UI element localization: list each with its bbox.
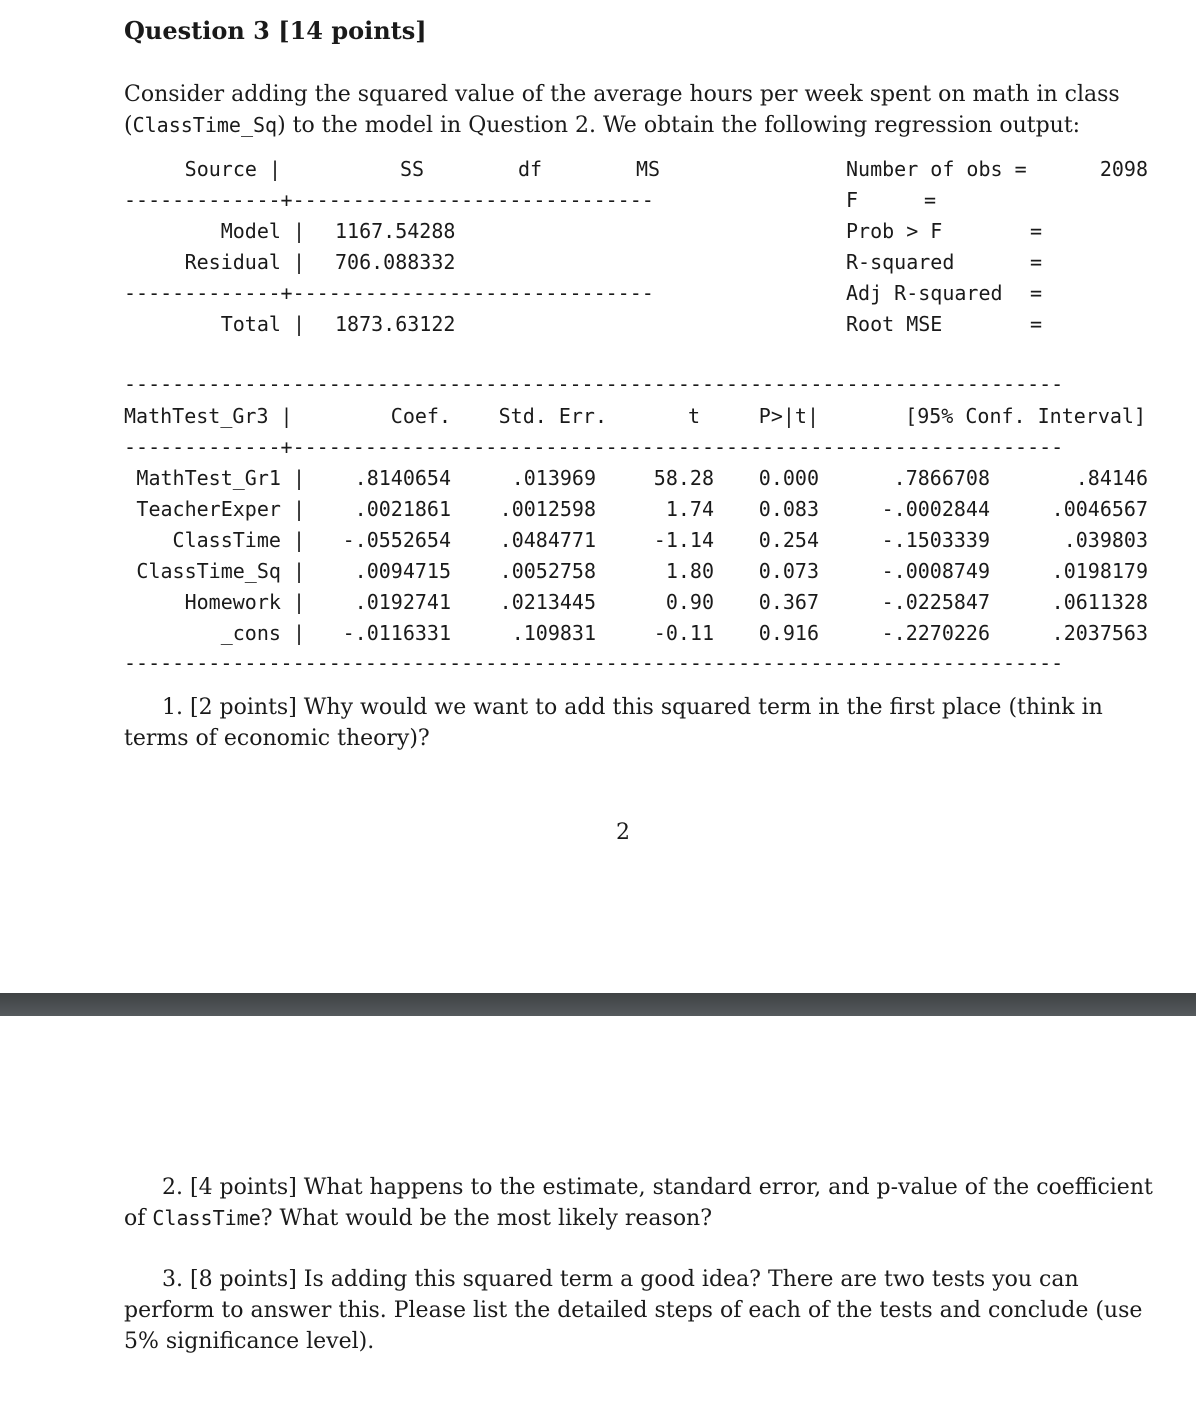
coef-cell-ci-high: .039803 (1063, 528, 1148, 552)
part-1-line-1: 1. [2 points] Why would we want to add this squared term in the first place (think in (162, 695, 1103, 720)
coef-cell-p: 0.254 (758, 528, 819, 552)
coef-cell-se: .0213445 (499, 590, 596, 614)
part-2 (124, 1172, 1153, 1234)
part-1 (124, 692, 1103, 754)
coef-cell-p: 0.367 (758, 590, 819, 614)
anova-separator-top: -------------+------------------------------ (124, 188, 654, 212)
stat-rmse-eq: = (1030, 312, 1043, 336)
coef-cell-se: .0484771 (499, 528, 596, 552)
stat-rsq-eq: = (1030, 250, 1043, 274)
intro-line-1: Consider adding the squared value of the average hours per week spent on math in class (124, 82, 1120, 107)
coef-cell-se: .0052758 (499, 559, 596, 583)
stat-adjrsq-eq: = (1030, 281, 1043, 305)
coef-cell-p: 0.073 (758, 559, 819, 583)
page-number: 2 (616, 820, 630, 845)
coef-cell-ci-low: -.2270226 (881, 621, 990, 645)
part-2-suffix: ? What would be the most likely reason? (260, 1206, 713, 1231)
coef-cell-ci-high: .84146 (1075, 466, 1148, 490)
part-3-line-1: 3. [8 points] Is adding this squared term a good idea? There are two tests you can (162, 1267, 1079, 1292)
coef-cell-t: 58.28 (653, 466, 714, 490)
coef-header-t: t (687, 404, 700, 428)
intro-line-2: (ClassTime_Sq) to the model in Question 2. We obtain the following regression output: (124, 113, 1081, 138)
coef-cell-coef: .8140654 (354, 466, 451, 490)
coef-cell-ci-low: -.0225847 (881, 590, 990, 614)
coef-cell-var: ClassTime | (172, 528, 305, 552)
coef-header-coef: Coef. (390, 404, 451, 428)
coef-cell-ci-low: -.0002844 (881, 497, 990, 521)
stat-nobs-label: Number of obs = (846, 157, 1027, 181)
coef-separator-bottom: ------------------------------------------------------------------------------ (124, 651, 1064, 675)
coef-cell-t: -1.14 (653, 528, 714, 552)
coef-cell-ci-low: -.0008749 (881, 559, 990, 583)
coef-cell-coef: .0094715 (354, 559, 451, 583)
coef-header-ci: [95% Conf. Interval] (905, 404, 1146, 428)
coef-cell-t: 0.90 (665, 590, 714, 614)
anova-header-ms: MS (636, 157, 661, 181)
anova-row-model-label: Model | (220, 219, 305, 243)
coef-separator-mid: -------------+---------------------------------------------------------------- (124, 435, 1064, 459)
coef-header-dep: MathTest_Gr3 | (124, 404, 293, 428)
part-2-prefix: of (124, 1206, 153, 1231)
coef-cell-se: .013969 (511, 466, 596, 490)
coef-header-se: Std. Err. (498, 404, 607, 428)
stat-rsq-label: R-squared (846, 250, 955, 274)
anova-header-source: Source | (184, 157, 281, 181)
coef-header-p: P>|t| (758, 404, 819, 428)
coef-cell-ci-high: .0046567 (1051, 497, 1148, 521)
part-1-line-2: terms of economic theory)? (124, 726, 430, 751)
coef-cell-var: Homework | (184, 590, 305, 614)
anova-header-ss: SS (400, 157, 425, 181)
coef-cell-var: TeacherExper | (136, 497, 305, 521)
intro-code: ClassTime_Sq (132, 113, 278, 137)
intro-line-2-text: ) to the model in Question 2. We obtain the following regression output: (277, 113, 1081, 138)
page-divider (0, 993, 1196, 1016)
coef-cell-ci-low: .7866708 (893, 466, 990, 490)
coef-cell-coef: -.0552654 (342, 528, 451, 552)
anova-row-residual-ss: 706.088332 (335, 250, 456, 274)
coef-cell-ci-high: .2037563 (1051, 621, 1148, 645)
part-3-line-2: perform to answer this. Please list the detailed steps of each of the tests and conclude (use (124, 1298, 1143, 1323)
coef-cell-se: .0012598 (499, 497, 596, 521)
question-title: Question 3 [14 points] (124, 16, 427, 45)
coef-cell-var: MathTest_Gr1 | (136, 466, 305, 490)
coef-separator-top: ------------------------------------------------------------------------------ (124, 372, 1064, 396)
coef-cell-var: ClassTime_Sq | (136, 559, 305, 583)
coef-cell-p: 0.000 (758, 466, 819, 490)
coef-cell-t: 1.74 (665, 497, 714, 521)
coef-cell-t: -0.11 (653, 621, 714, 645)
intro-paragraph (124, 79, 1120, 141)
coef-cell-se: .109831 (511, 621, 596, 645)
coef-cell-ci-high: .0198179 (1051, 559, 1148, 583)
stat-nobs-value: 2098 (1099, 157, 1148, 181)
coef-cell-coef: -.0116331 (342, 621, 451, 645)
anova-row-model-ss: 1167.54288 (335, 219, 456, 243)
anova-row-residual-label: Residual | (184, 250, 305, 274)
coef-cell-coef: .0021861 (354, 497, 451, 521)
anova-row-total-label: Total | (220, 312, 305, 336)
stat-probf-label: Prob > F (846, 219, 943, 243)
stat-adjrsq-label: Adj R-squared (846, 281, 1003, 305)
coef-cell-ci-low: -.1503339 (881, 528, 990, 552)
stat-probf-eq: = (1030, 219, 1043, 243)
part-2-line-2 (124, 1203, 1153, 1234)
stat-f-label: F (846, 188, 859, 212)
stat-rmse-label: Root MSE (846, 312, 943, 336)
part-3-line-3: 5% significance level). (124, 1329, 375, 1354)
coef-cell-t: 1.80 (665, 559, 714, 583)
anova-separator-bottom: -------------+------------------------------ (124, 281, 654, 305)
stat-f-eq: = (924, 188, 937, 212)
coef-cell-coef: .0192741 (354, 590, 451, 614)
anova-row-total-ss: 1873.63122 (335, 312, 456, 336)
anova-header-df: df (518, 157, 543, 181)
coef-cell-p: 0.916 (758, 621, 819, 645)
coef-cell-var: _cons | (220, 621, 305, 645)
part-2-line-1: 2. [4 points] What happens to the estimate, standard error, and p-value of the coefficient (162, 1175, 1153, 1200)
coef-cell-p: 0.083 (758, 497, 819, 521)
part-2-code: ClassTime (152, 1206, 261, 1230)
part-3 (124, 1264, 1142, 1357)
coef-cell-ci-high: .0611328 (1051, 590, 1148, 614)
